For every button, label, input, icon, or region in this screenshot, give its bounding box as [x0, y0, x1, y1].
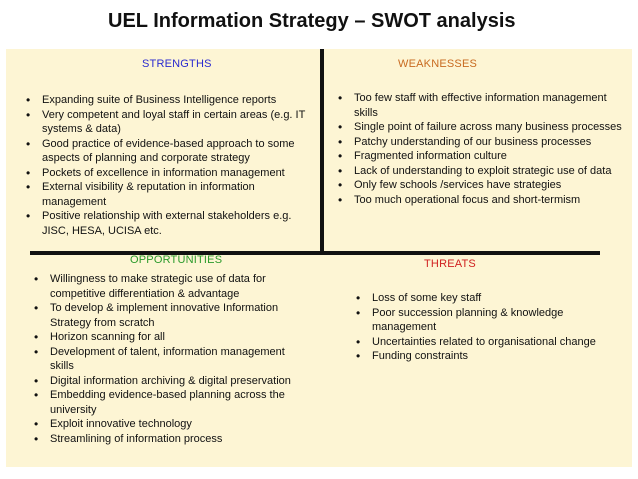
list-item: • Patchy understanding of our business processes: [336, 135, 626, 150]
list-item: • Expanding suite of Business Intelligence reports: [24, 93, 314, 108]
list-item: • Development of talent, information management skills: [32, 345, 302, 374]
list-item: • Willingness to make strategic use of data for competitive differentiation & advantage: [32, 272, 302, 301]
list-item: • Single point of failure across many business processes: [336, 120, 626, 135]
list-item: • To develop & implement innovative Information Strategy from scratch: [32, 301, 302, 330]
list-item: • Exploit innovative technology: [32, 417, 302, 432]
horizontal-divider: [30, 251, 600, 255]
list-item: • Very competent and loyal staff in certain areas (e.g. IT systems & data): [24, 108, 314, 137]
list-item: • Only few schools /services have strategies: [336, 178, 626, 193]
strengths-heading: STRENGTHS: [142, 58, 212, 70]
strengths-list: [24, 93, 314, 238]
list-item: • Lack of understanding to exploit strategic use of data: [336, 164, 626, 179]
list-item: • Poor succession planning & knowledge management: [354, 306, 604, 335]
list-item: • Horizon scanning for all: [32, 330, 302, 345]
list-item: • Pockets of excellence in information management: [24, 166, 314, 181]
weaknesses-heading: WEAKNESSES: [398, 58, 478, 70]
weaknesses-list: [336, 91, 626, 207]
list-item: • Uncertainties related to organisational change: [354, 335, 604, 350]
list-item: • Positive relationship with external stakeholders e.g. JISC, HESA, UCISA etc.: [24, 209, 314, 238]
list-item: • Digital information archiving & digital preservation: [32, 374, 302, 389]
list-item: • Fragmented information culture: [336, 149, 626, 164]
list-item: • External visibility & reputation in information management: [24, 180, 314, 209]
threats-heading: THREATS: [424, 258, 476, 270]
list-item: • Loss of some key staff: [354, 291, 604, 306]
list-item: • Streamlining of information process: [32, 432, 302, 447]
vertical-divider: [320, 49, 324, 255]
list-item: • Good practice of evidence-based approach to some aspects of planning and corporate strategy: [24, 137, 314, 166]
list-item: • Too much operational focus and short-termism: [336, 193, 626, 208]
list-item: • Funding constraints: [354, 349, 604, 364]
opportunities-heading: OPPORTUNITIES: [130, 254, 223, 266]
list-item: • Too few staff with effective information management skills: [336, 91, 626, 120]
opportunities-list: [32, 272, 302, 446]
threats-list: [354, 291, 604, 364]
list-item: • Embedding evidence-based planning across the university: [32, 388, 302, 417]
page-title: UEL Information Strategy – SWOT analysis: [108, 10, 516, 32]
